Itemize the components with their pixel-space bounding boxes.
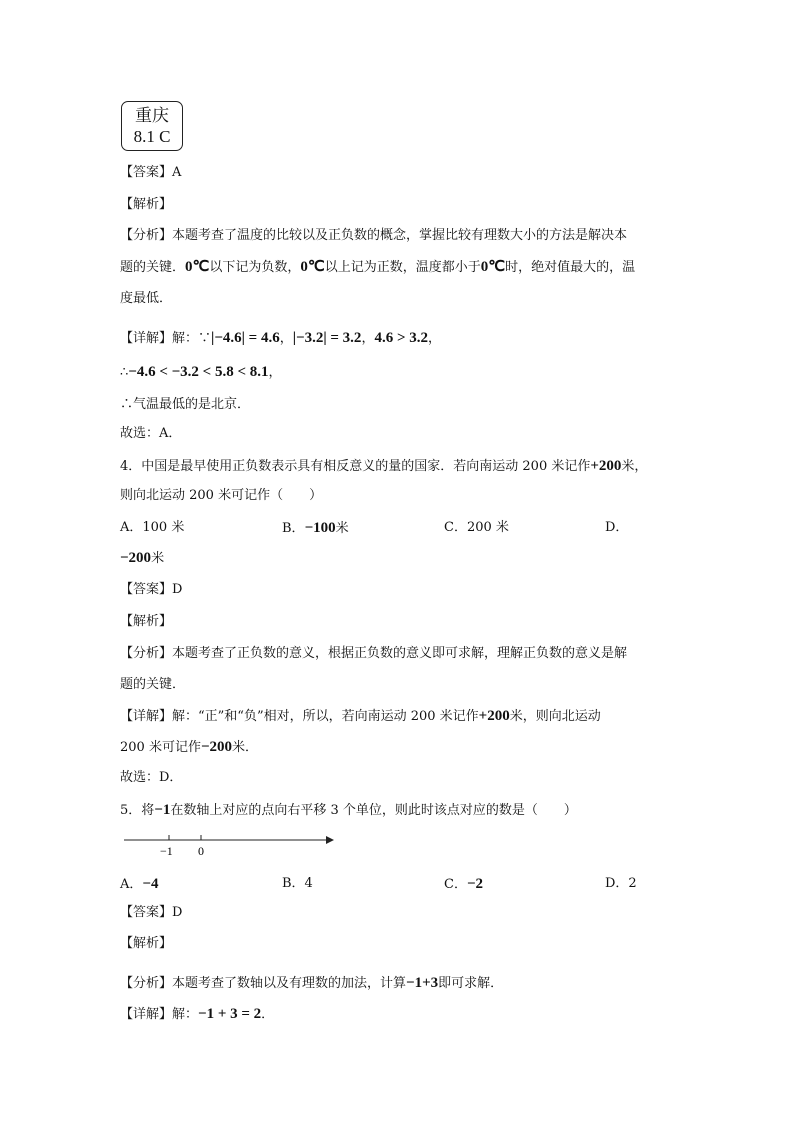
q3-fenxi-2e: 以上记为正数，温度都小于 <box>324 260 481 275</box>
q4-detail-line-1 <box>120 706 601 727</box>
q4-stem-1c: 米， <box>621 459 648 474</box>
q5-stem-c: 在数轴上对应的点向右平移 3 个单位，则此时该点对应的数是（ ） <box>170 803 577 818</box>
q3-fenxi-2g: 时，绝对值最大的，温 <box>505 260 636 275</box>
q4-option-c: C．200 米 <box>444 520 509 535</box>
q4-fenxi-line-1: 【分析】本题考查了正负数的意义，根据正负数的意义即可求解，理解正负数的意义是解 <box>120 646 628 661</box>
q4-option-a: A．100 米 <box>120 520 185 535</box>
q3-detail-comma-3: ， <box>428 331 442 346</box>
q3-analysis-title: 【解析】 <box>120 197 173 212</box>
q5-analysis-title: 【解析】 <box>120 936 173 951</box>
q5-detail-a: 【详解】解： <box>120 1007 199 1022</box>
q4-detail-minus-200: −200 <box>200 739 233 755</box>
q5-detail-line <box>120 1004 274 1025</box>
q3-choose: 故选：A． <box>120 426 182 441</box>
q4-option-d <box>120 548 164 569</box>
q4-stem-line-2: 则向北运动 200 米可记作（ ） <box>120 488 323 503</box>
q4-option-d-unit: 米 <box>151 551 165 566</box>
q3-therefore-comma: ， <box>268 365 282 380</box>
q5-minus-1: −1 <box>154 802 171 818</box>
q5-stem-a: 5．将 <box>120 803 155 818</box>
q4-option-b <box>282 518 349 539</box>
q5-answer: 【答案】D <box>120 905 183 920</box>
tick-label-zero: 0 <box>198 844 204 858</box>
city-name: 重庆 <box>135 106 169 125</box>
q4-option-d-label: D． <box>605 520 629 535</box>
q4-option-d-value: −200 <box>120 550 152 566</box>
q3-detail-a: 【详解】解：∵ <box>120 331 212 346</box>
q5-result: −1 + 3 = 2 <box>198 1006 262 1022</box>
q3-abs-neg-3-2: |−3.2| = 3.2 <box>292 330 362 346</box>
q3-fenxi-line-3: 度最低． <box>120 291 173 306</box>
q3-conclusion: ∴气温最低的是北京． <box>120 397 251 412</box>
q4-detail-1a: 【详解】解：“正”和“负”相对，所以，若向南运动 200 米记作 <box>120 709 479 724</box>
city-temperature: 8.1 C <box>133 127 171 146</box>
q3-zero-celsius-1: 0℃ <box>185 259 210 275</box>
q5-fenxi-a: 【分析】本题考查了数轴以及有理数的加法，计算 <box>120 976 407 991</box>
q4-detail-2a: 200 米可记作 <box>120 740 201 755</box>
q4-option-b-unit: 米 <box>335 521 349 536</box>
q5-option-a <box>120 874 158 895</box>
q4-option-b-value: −100 <box>304 520 336 536</box>
q3-inequality: −4.6 < −3.2 < 5.8 < 8.1 <box>128 364 269 380</box>
q4-detail-line-2 <box>120 737 258 758</box>
q4-analysis-title: 【解析】 <box>120 614 173 629</box>
q5-fenxi-c: 即可求解． <box>438 976 504 991</box>
q3-fenxi-line-2 <box>120 257 635 278</box>
q5-fenxi-line <box>120 973 503 994</box>
q5-option-a-value: −4 <box>142 876 159 892</box>
q3-answer: 【答案】A <box>120 165 182 180</box>
q3-fenxi-2a: 题的关键． <box>120 260 186 275</box>
q3-therefore-sign: ∴ <box>120 365 129 380</box>
q4-detail-1c: 米，则向北运动 <box>509 709 601 724</box>
q4-plus-200: +200 <box>590 458 622 474</box>
tick-label-minus-1: −1 <box>160 844 173 858</box>
q4-stem-line-1 <box>120 456 647 477</box>
city-temperature-box <box>121 101 183 151</box>
q3-detail-line <box>120 328 441 349</box>
q5-option-c-label: C． <box>444 877 467 892</box>
q5-option-d: D．2 <box>605 876 637 891</box>
number-line-arrow-icon <box>326 836 334 844</box>
q3-zero-celsius-3: 0℃ <box>480 259 506 275</box>
q5-option-b: B．4 <box>282 876 313 891</box>
q3-fenxi-line-1: 【分析】本题考查了温度的比较以及正负数的概念，掌握比较有理数大小的方法是解决本 <box>120 228 628 243</box>
q4-option-b-label: B． <box>282 521 305 536</box>
q5-detail-c: ． <box>261 1007 275 1022</box>
q5-option-c-value: −2 <box>466 876 484 892</box>
q3-compare: 4.6 > 3.2 <box>374 330 429 346</box>
q3-zero-celsius-2: 0℃ <box>300 259 325 275</box>
number-line <box>120 830 342 860</box>
q4-choose: 故选：D． <box>120 770 183 785</box>
q4-answer: 【答案】D <box>120 582 183 597</box>
q3-therefore-line <box>120 362 282 383</box>
q3-abs-neg-4-6: |−4.6| = 4.6 <box>211 330 280 346</box>
q5-option-a-label: A． <box>120 877 143 892</box>
q4-fenxi-line-2: 题的关键． <box>120 677 186 692</box>
q4-stem-1a: 4．中国是最早使用正负数表示具有相反意义的量的国家．若向南运动 200 米记作 <box>120 459 591 474</box>
q5-expression: −1+3 <box>406 975 439 991</box>
q5-stem <box>120 800 577 821</box>
q3-detail-comma-2: ， <box>361 331 375 346</box>
q5-option-c <box>444 874 483 895</box>
q4-detail-2c: 米． <box>232 740 259 755</box>
q4-detail-plus-200: +200 <box>478 708 510 724</box>
q3-detail-comma-1: ， <box>279 331 293 346</box>
q3-fenxi-2c: 以下记为负数， <box>209 260 301 275</box>
